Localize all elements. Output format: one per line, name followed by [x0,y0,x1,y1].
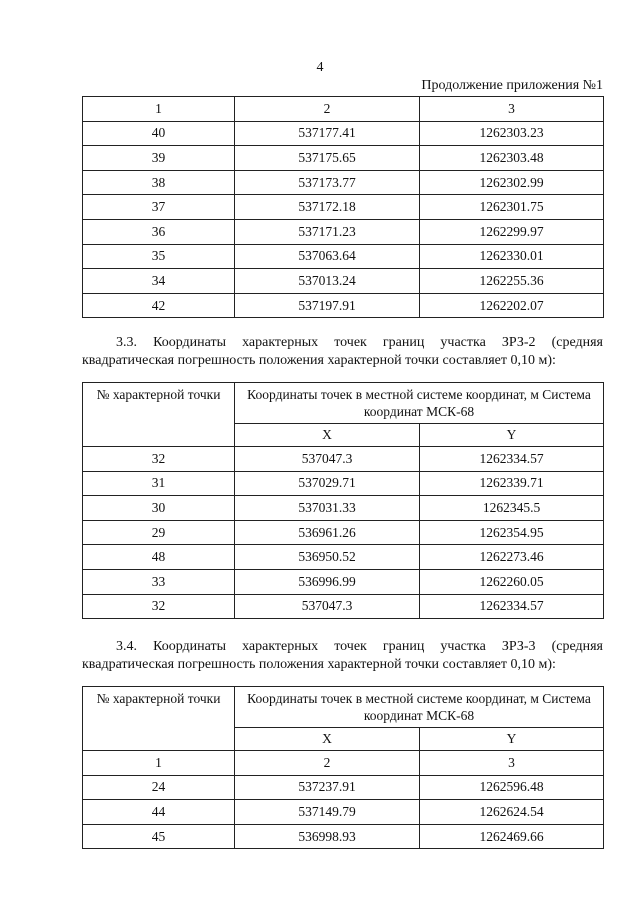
section-3-3-paragraph [82,334,603,370]
column-number-1: 1 [83,751,235,776]
x-coordinate-cell: 537149.79 [235,800,420,825]
column-numbering-row [83,751,604,776]
y-coordinate-cell: 1262303.23 [420,121,604,146]
x-coordinate-cell: 537013.24 [235,269,420,294]
x-header: X [235,728,420,751]
x-coordinate-cell: 537175.65 [235,146,420,171]
point-number-cell: 39 [83,146,235,171]
y-coordinate-cell: 1262330.01 [420,244,604,269]
column-number-2: 2 [235,751,420,776]
section-3-3-text: 3.3. Координаты характерных точек границ участка ЗРЗ-2 (средняя квадратическая погрешность положения характерной точки составляет 0,10 м): [82,335,603,368]
y-coordinate-cell: 1262469.66 [420,824,604,849]
point-number-cell: 32 [83,594,235,619]
y-coordinate-cell: 1262334.57 [420,447,604,472]
coordinates-table-continued [82,96,604,318]
y-coordinate-cell: 1262273.46 [420,545,604,570]
table-row [83,471,604,496]
table-row [83,146,604,171]
zrz-2-coordinates-table [82,382,604,619]
zrz-3-coordinates-table [82,686,604,849]
y-coordinate-cell: 1262334.57 [420,594,604,619]
x-coordinate-cell: 537047.3 [235,447,420,472]
table-row [83,545,604,570]
table-header-row [83,383,604,424]
x-coordinate-cell: 537029.71 [235,471,420,496]
x-coordinate-cell: 536998.93 [235,824,420,849]
x-coordinate-cell: 536961.26 [235,520,420,545]
table-row [83,520,604,545]
table-row [83,594,604,619]
point-number-cell: 44 [83,800,235,825]
point-number-cell: 37 [83,195,235,220]
point-number-header: № характерной точки [83,687,235,751]
zrz-3-coordinates-table-body [83,687,604,849]
x-coordinate-cell: 536950.52 [235,545,420,570]
table-row [83,121,604,146]
table-row [83,775,604,800]
table-row [83,244,604,269]
table-header-row [83,687,604,728]
appendix-continuation-note: Продолжение приложения №1 [421,78,603,93]
point-number-cell: 35 [83,244,235,269]
x-coordinate-cell: 537063.64 [235,244,420,269]
table-row [83,269,604,294]
y-coordinate-cell: 1262301.75 [420,195,604,220]
x-coordinate-cell: 536996.99 [235,569,420,594]
y-header: Y [420,728,604,751]
coordinate-system-header: Координаты точек в местной системе координат, м Система координат МСК-68 [235,687,604,728]
y-coordinate-cell: 1262624.54 [420,800,604,825]
point-number-cell: 36 [83,219,235,244]
point-number-cell: 45 [83,824,235,849]
point-number-cell: 32 [83,447,235,472]
x-coordinate-cell: 537047.3 [235,594,420,619]
table-row [83,293,604,318]
section-3-4-paragraph [82,638,603,674]
table-row [83,447,604,472]
point-number-cell: 30 [83,496,235,521]
section-3-4-text: 3.4. Координаты характерных точек границ участка ЗРЗ-3 (средняя квадратическая погрешность положения характерной точки составляет 0,10 м): [82,639,603,672]
x-coordinate-cell: 537177.41 [235,121,420,146]
y-coordinate-cell: 1262299.97 [420,219,604,244]
point-number-cell: 48 [83,545,235,570]
y-coordinate-cell: 1262302.99 [420,170,604,195]
point-number-cell: 24 [83,775,235,800]
table-row [83,496,604,521]
y-coordinate-cell: 1262202.07 [420,293,604,318]
x-coordinate-cell: 537031.33 [235,496,420,521]
point-number-cell: 38 [83,170,235,195]
coordinates-table-continued-body [83,97,604,318]
y-coordinate-cell: 1262260.05 [420,569,604,594]
table-row [83,569,604,594]
y-header: Y [420,424,604,447]
table-row [83,219,604,244]
y-coordinate-cell: 1262596.48 [420,775,604,800]
y-coordinate-cell: 1262354.95 [420,520,604,545]
coordinate-system-header: Координаты точек в местной системе координат, м Система координат МСК-68 [235,383,604,424]
y-coordinate-cell: 1262345.5 [420,496,604,521]
table-row [83,170,604,195]
point-number-cell: 29 [83,520,235,545]
x-coordinate-cell: 537171.23 [235,219,420,244]
zrz-2-coordinates-table-body [83,383,604,619]
column-number-3: 3 [420,751,604,776]
point-number-cell: 42 [83,293,235,318]
table-row [83,195,604,220]
column-number-3: 3 [420,97,604,122]
table-row [83,824,604,849]
column-number-1: 1 [83,97,235,122]
point-number-cell: 40 [83,121,235,146]
y-coordinate-cell: 1262303.48 [420,146,604,171]
point-number-cell: 33 [83,569,235,594]
x-coordinate-cell: 537197.91 [235,293,420,318]
point-number-header: № характерной точки [83,383,235,447]
point-number-cell: 34 [83,269,235,294]
page-number: 4 [316,60,324,75]
point-number-cell: 31 [83,471,235,496]
x-coordinate-cell: 537172.18 [235,195,420,220]
x-coordinate-cell: 537237.91 [235,775,420,800]
column-number-2: 2 [235,97,420,122]
y-coordinate-cell: 1262255.36 [420,269,604,294]
x-header: X [235,424,420,447]
y-coordinate-cell: 1262339.71 [420,471,604,496]
table-header-row [83,97,604,122]
x-coordinate-cell: 537173.77 [235,170,420,195]
table-row [83,800,604,825]
